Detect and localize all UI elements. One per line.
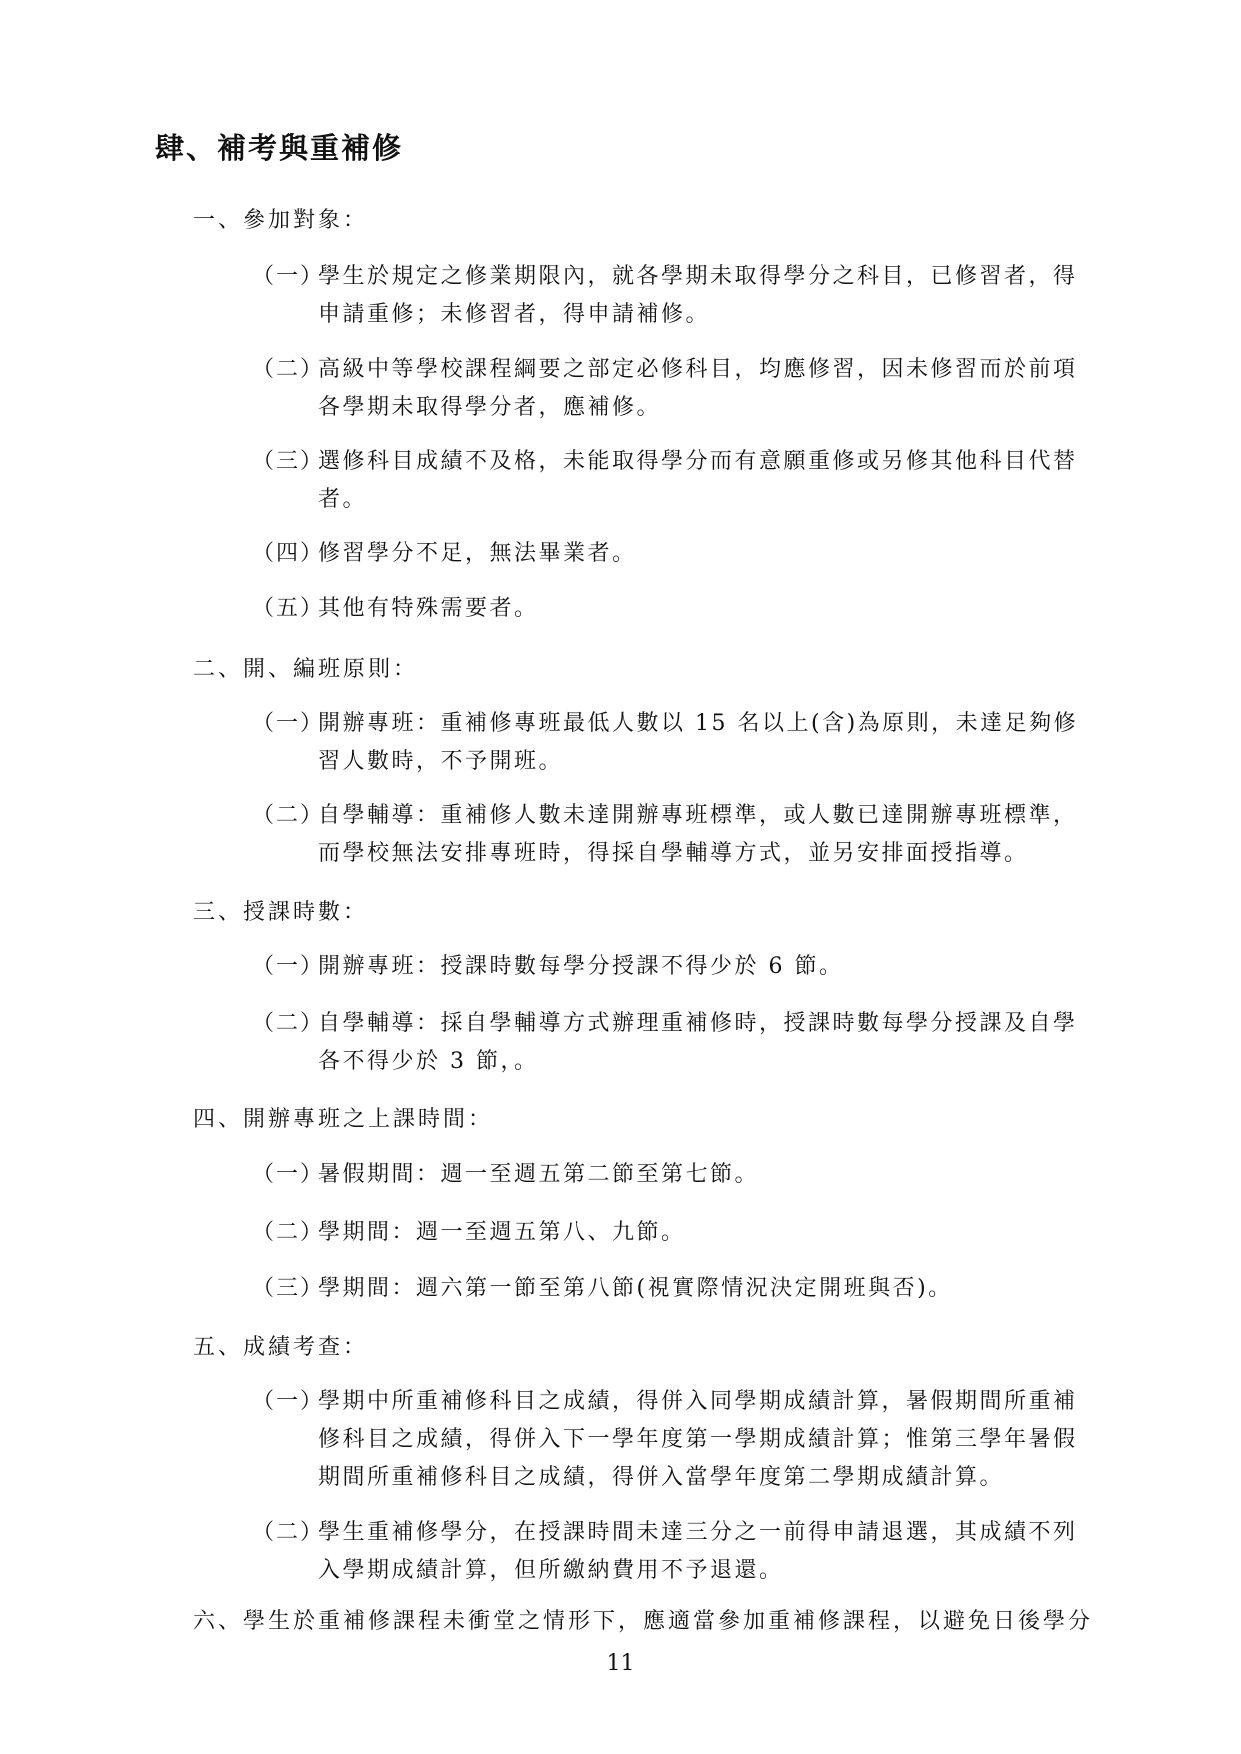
item-text: 暑假期間：週一至週五第二節至第七節。 (318, 1162, 760, 1187)
item-number: （一） (252, 711, 325, 736)
list-item (252, 351, 1082, 427)
item-text: 學生於規定之修業期限內，就各學期未取得學分之科目，已修習者，得 (318, 264, 1078, 289)
item-text: 期間所重補修科目之成績，得併入當學年度第二學期成績計算。 (318, 1465, 1005, 1490)
item-number: （一） (252, 264, 325, 289)
item-number: （三） (252, 449, 325, 474)
item-number: （四） (252, 541, 325, 566)
item-text: 學生重補修學分，在授課時間未達三分之一前得申請退選，其成績不列 (318, 1520, 1078, 1545)
list-item (252, 797, 1082, 873)
page-title: 肆、補考與重補修 (155, 131, 404, 165)
section-heading: 三、授課時數： (193, 900, 369, 925)
item-text: 自學輔導：採自學輔導方式辦理重補修時，授課時數每學分授課及自學 (318, 1011, 1078, 1036)
item-text: 申請重修；未修習者，得申請補修。 (318, 302, 711, 327)
item-number: （二） (252, 1220, 325, 1245)
item-text: 學期間：週六第一節至第八節(視實際情況決定開班與否)。 (318, 1276, 953, 1301)
section-heading: 六、學生於重補修課程未衝堂之情形下，應適當參加重補修課程，以避免日後學分 (193, 1609, 1094, 1634)
list-item (252, 590, 1082, 628)
item-text: 修科目之成績，得併入下一學年度第一學期成績計算；惟第三學年暑假 (318, 1427, 1078, 1452)
item-text: 學期間：週一至週五第八、九節。 (318, 1220, 686, 1245)
section-heading: 一、參加對象： (193, 208, 369, 233)
item-text: 其他有特殊需要者。 (318, 596, 539, 621)
item-text: 者。 (318, 487, 368, 512)
item-number: （一） (252, 954, 325, 979)
page-number: 11 (606, 1651, 635, 1676)
item-text: 修習學分不足，無法畢業者。 (318, 541, 637, 566)
item-text: 而學校無法安排專班時，得採自學輔導方式，並另安排面授指導。 (318, 841, 1029, 866)
list-item (252, 948, 1082, 986)
section-heading: 五、成績考查： (193, 1335, 369, 1360)
item-number: （二） (252, 357, 325, 382)
item-number: （五） (252, 596, 325, 621)
item-text: 習人數時，不予開班。 (318, 749, 564, 774)
list-item (252, 1214, 1082, 1252)
list-item (252, 535, 1082, 573)
item-number: （三） (252, 1276, 325, 1301)
item-number: （一） (252, 1389, 325, 1414)
item-text: 選修科目成績不及格，未能取得學分而有意願重修或另修其他科目代替 (318, 449, 1078, 474)
item-number: （二） (252, 803, 325, 828)
item-number: （二） (252, 1520, 325, 1545)
item-number: （二） (252, 1011, 325, 1036)
item-number: （一） (252, 1162, 325, 1187)
section-heading: 二、開、編班原則： (193, 657, 419, 682)
item-text: 入學期成績計算，但所繳納費用不予退還。 (318, 1558, 784, 1583)
list-item (252, 705, 1082, 781)
item-text: 開辦專班：重補修專班最低人數以 15 名以上(含)為原則，未達足夠修 (318, 711, 1079, 736)
list-item (252, 1270, 1082, 1308)
item-text: 開辦專班：授課時數每學分授課不得少於 6 節。 (318, 954, 844, 979)
list-item (252, 258, 1082, 334)
list-item (252, 1156, 1082, 1194)
item-text: 各不得少於 3 節，。 (318, 1049, 539, 1074)
item-text: 自學輔導：重補修人數未達開辦專班標準，或人數已達開辦專班標準， (318, 803, 1078, 828)
section-heading: 四、開辦專班之上課時間： (193, 1107, 494, 1132)
list-item (252, 1514, 1082, 1590)
item-text: 高級中等學校課程綱要之部定必修科目，均應修習，因未修習而於前項 (318, 357, 1078, 382)
item-text: 學期中所重補修科目之成績，得併入同學期成績計算，暑假期間所重補 (318, 1389, 1078, 1414)
list-item (252, 1383, 1082, 1497)
list-item (252, 1005, 1082, 1081)
list-item (252, 443, 1082, 519)
item-text: 各學期未取得學分者，應補修。 (318, 395, 662, 420)
